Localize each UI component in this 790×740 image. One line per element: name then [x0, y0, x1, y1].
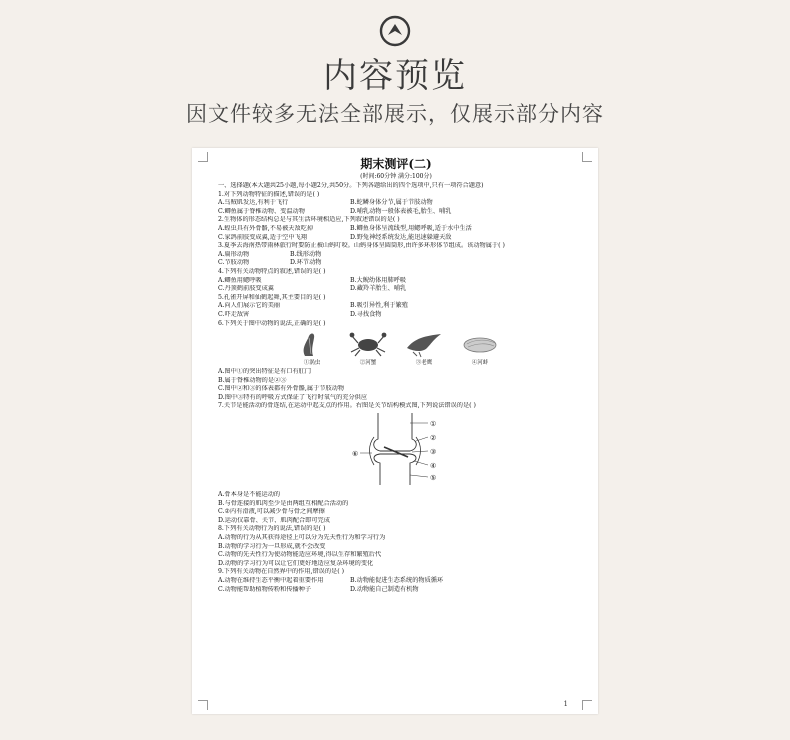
exam-subtitle: (时间:60分钟 满分:100分) — [360, 173, 432, 180]
option: C.节肢动物 — [218, 259, 250, 267]
crop-mark — [198, 700, 208, 710]
option: C.图中②和③的体表都有外骨骼,属于节肢动物 — [218, 385, 345, 393]
question-stem: 4.下列有关动物特点的叙述,错误的是( ) — [218, 267, 326, 275]
animal-figures — [218, 330, 574, 358]
option: C.动物能帮助植物传粉和传播种子 — [218, 585, 312, 593]
option: C.鲫鱼属于脊椎动物、变温动物 — [218, 207, 305, 215]
option: B.动物的学习行为一旦形成,就不会改变 — [218, 542, 326, 550]
option: B.大鲵幼体用肺呼吸 — [350, 276, 407, 284]
option: A.动物的行为从其获得途径上可以分为先天性行为和学习行为 — [218, 534, 386, 542]
figure-captions — [218, 358, 574, 368]
option: B.与骨连接的肌肉至少是由两组互相配合活动的 — [218, 499, 349, 507]
question-stem: 7.关节是能活动的骨连结,在运动中起支点的作用。右图是关节结构模式图,下列说法错误的是( ) — [218, 402, 476, 410]
option: C.吓走敌害 — [218, 310, 250, 318]
option: D.图中③特有的呼吸方式保证了飞行时氧气的充分供应 — [218, 393, 368, 401]
option: A.向人们展示它的美丽 — [218, 302, 281, 310]
option: D.运动仅靠骨、关节、肌肉配合即可完成 — [218, 516, 330, 524]
mussel-illustration — [459, 330, 501, 358]
question-stem: 6.下列关于图中动物的说法,正确的是( ) — [218, 319, 326, 327]
page-title: 内容预览 — [323, 56, 467, 96]
option: A.鲫鱼用鳃呼吸 — [218, 276, 262, 284]
diagram-label: ③ — [430, 448, 437, 457]
option: D.动物能自己制造有机物 — [350, 585, 419, 593]
option: C.丹顶鹤前肢变成翼 — [218, 285, 274, 293]
question-stem: 3.夏季去海南热带雨林旅行时要防止被山蚂叮咬。山蚂身体呈圆筒形,由许多环形体节组成。该动物属于( ) — [218, 242, 505, 250]
option: C.②内有滑液,可以减少骨与骨之间摩擦 — [218, 508, 325, 516]
diagram-label: ④ — [430, 462, 437, 471]
option: D.野兔神经系统发达,能迅速躲避天敌 — [350, 233, 452, 241]
option: A.乌贼肌发达,有利于飞行 — [218, 199, 289, 207]
option: D.藏羚羊胎生、哺乳 — [350, 285, 407, 293]
exam-title: 期末测评(二) — [360, 157, 432, 171]
crab-illustration — [347, 330, 389, 358]
option: D.环节动物 — [290, 259, 322, 267]
eagle-illustration — [403, 330, 445, 358]
diagram-label: ⑤ — [430, 474, 437, 483]
joint-structure-diagram — [350, 411, 440, 487]
figure-caption: ④河蚌 — [471, 360, 489, 367]
question-stem: 1.对下列动物特征的描述,错误的是( ) — [218, 190, 320, 198]
figure-caption: ①涡虫 — [303, 360, 321, 367]
figure-caption: ②河蟹 — [359, 360, 377, 367]
document-preview — [192, 148, 598, 714]
option: D.哺乳动物一般体表被毛,胎生、哺乳 — [350, 207, 452, 215]
question-stem: 9.下列有关动物在自然界中的作用,错误的是( ) — [218, 568, 345, 576]
crop-mark — [582, 152, 592, 162]
chevron-up-circle-icon — [379, 15, 411, 47]
option: B.鲫鱼身体呈流线型,用鳃呼吸,适于水中生活 — [350, 224, 472, 232]
option: A.蝗虫具有外骨骼,不易被天敌吃掉 — [218, 224, 314, 232]
option: B.动物能促进生态系统的物质循环 — [350, 577, 444, 584]
flatworm-illustration — [291, 330, 333, 358]
question-stem: 5.孔雀开屏和仙鹤起舞,其主要目的是( ) — [218, 293, 326, 301]
page-number: 1 — [563, 700, 568, 708]
exam-sheet — [218, 156, 574, 594]
page-subtitle: 因文件较多无法全部展示，仅展示部分内容 — [186, 102, 604, 126]
option: B.蛇鳞身体分节,属于节肢动物 — [350, 199, 433, 207]
option: C.动物的先天性行为使动物能适应环境,得以生存和繁殖后代 — [218, 551, 382, 559]
option: A.骨本身是不能运动的 — [218, 491, 281, 499]
option: A.图中①的突出特征是有口有肛门 — [218, 368, 312, 376]
option: A.动物在维持生态平衡中起着重要作用 — [218, 577, 324, 584]
question-stem: 8.下列有关动物行为的说法,错误的是( ) — [218, 525, 326, 533]
question-stem: 2.生物体的形态结构总是与其生活环境相适应,下列叙述错误的是( ) — [218, 216, 400, 224]
crop-mark — [198, 152, 208, 162]
figure-caption: ③老鹰 — [415, 360, 433, 367]
option: B.线形动物 — [290, 250, 322, 258]
diagram-label: ⑥ — [352, 450, 359, 459]
option: B.吸引异性,利于繁殖 — [350, 302, 408, 310]
option: C.家鸽前肢变成翼,适于空中飞翔 — [218, 233, 307, 241]
option: B.属于脊椎动物的是②③ — [218, 376, 287, 384]
crop-mark — [582, 700, 592, 710]
option: D.动物的学习行为可以让它们更好地适应复杂环境的变化 — [218, 559, 374, 567]
diagram-label: ① — [430, 420, 437, 429]
diagram-label: ② — [430, 434, 437, 443]
option: A.扁形动物 — [218, 250, 250, 258]
section-heading: 一、选择题(本大题共25小题,每小题2分,共50分。下列各题给出的四个选项中,只有一项符合题意) — [218, 182, 484, 189]
option: D.寻找食物 — [350, 310, 382, 318]
